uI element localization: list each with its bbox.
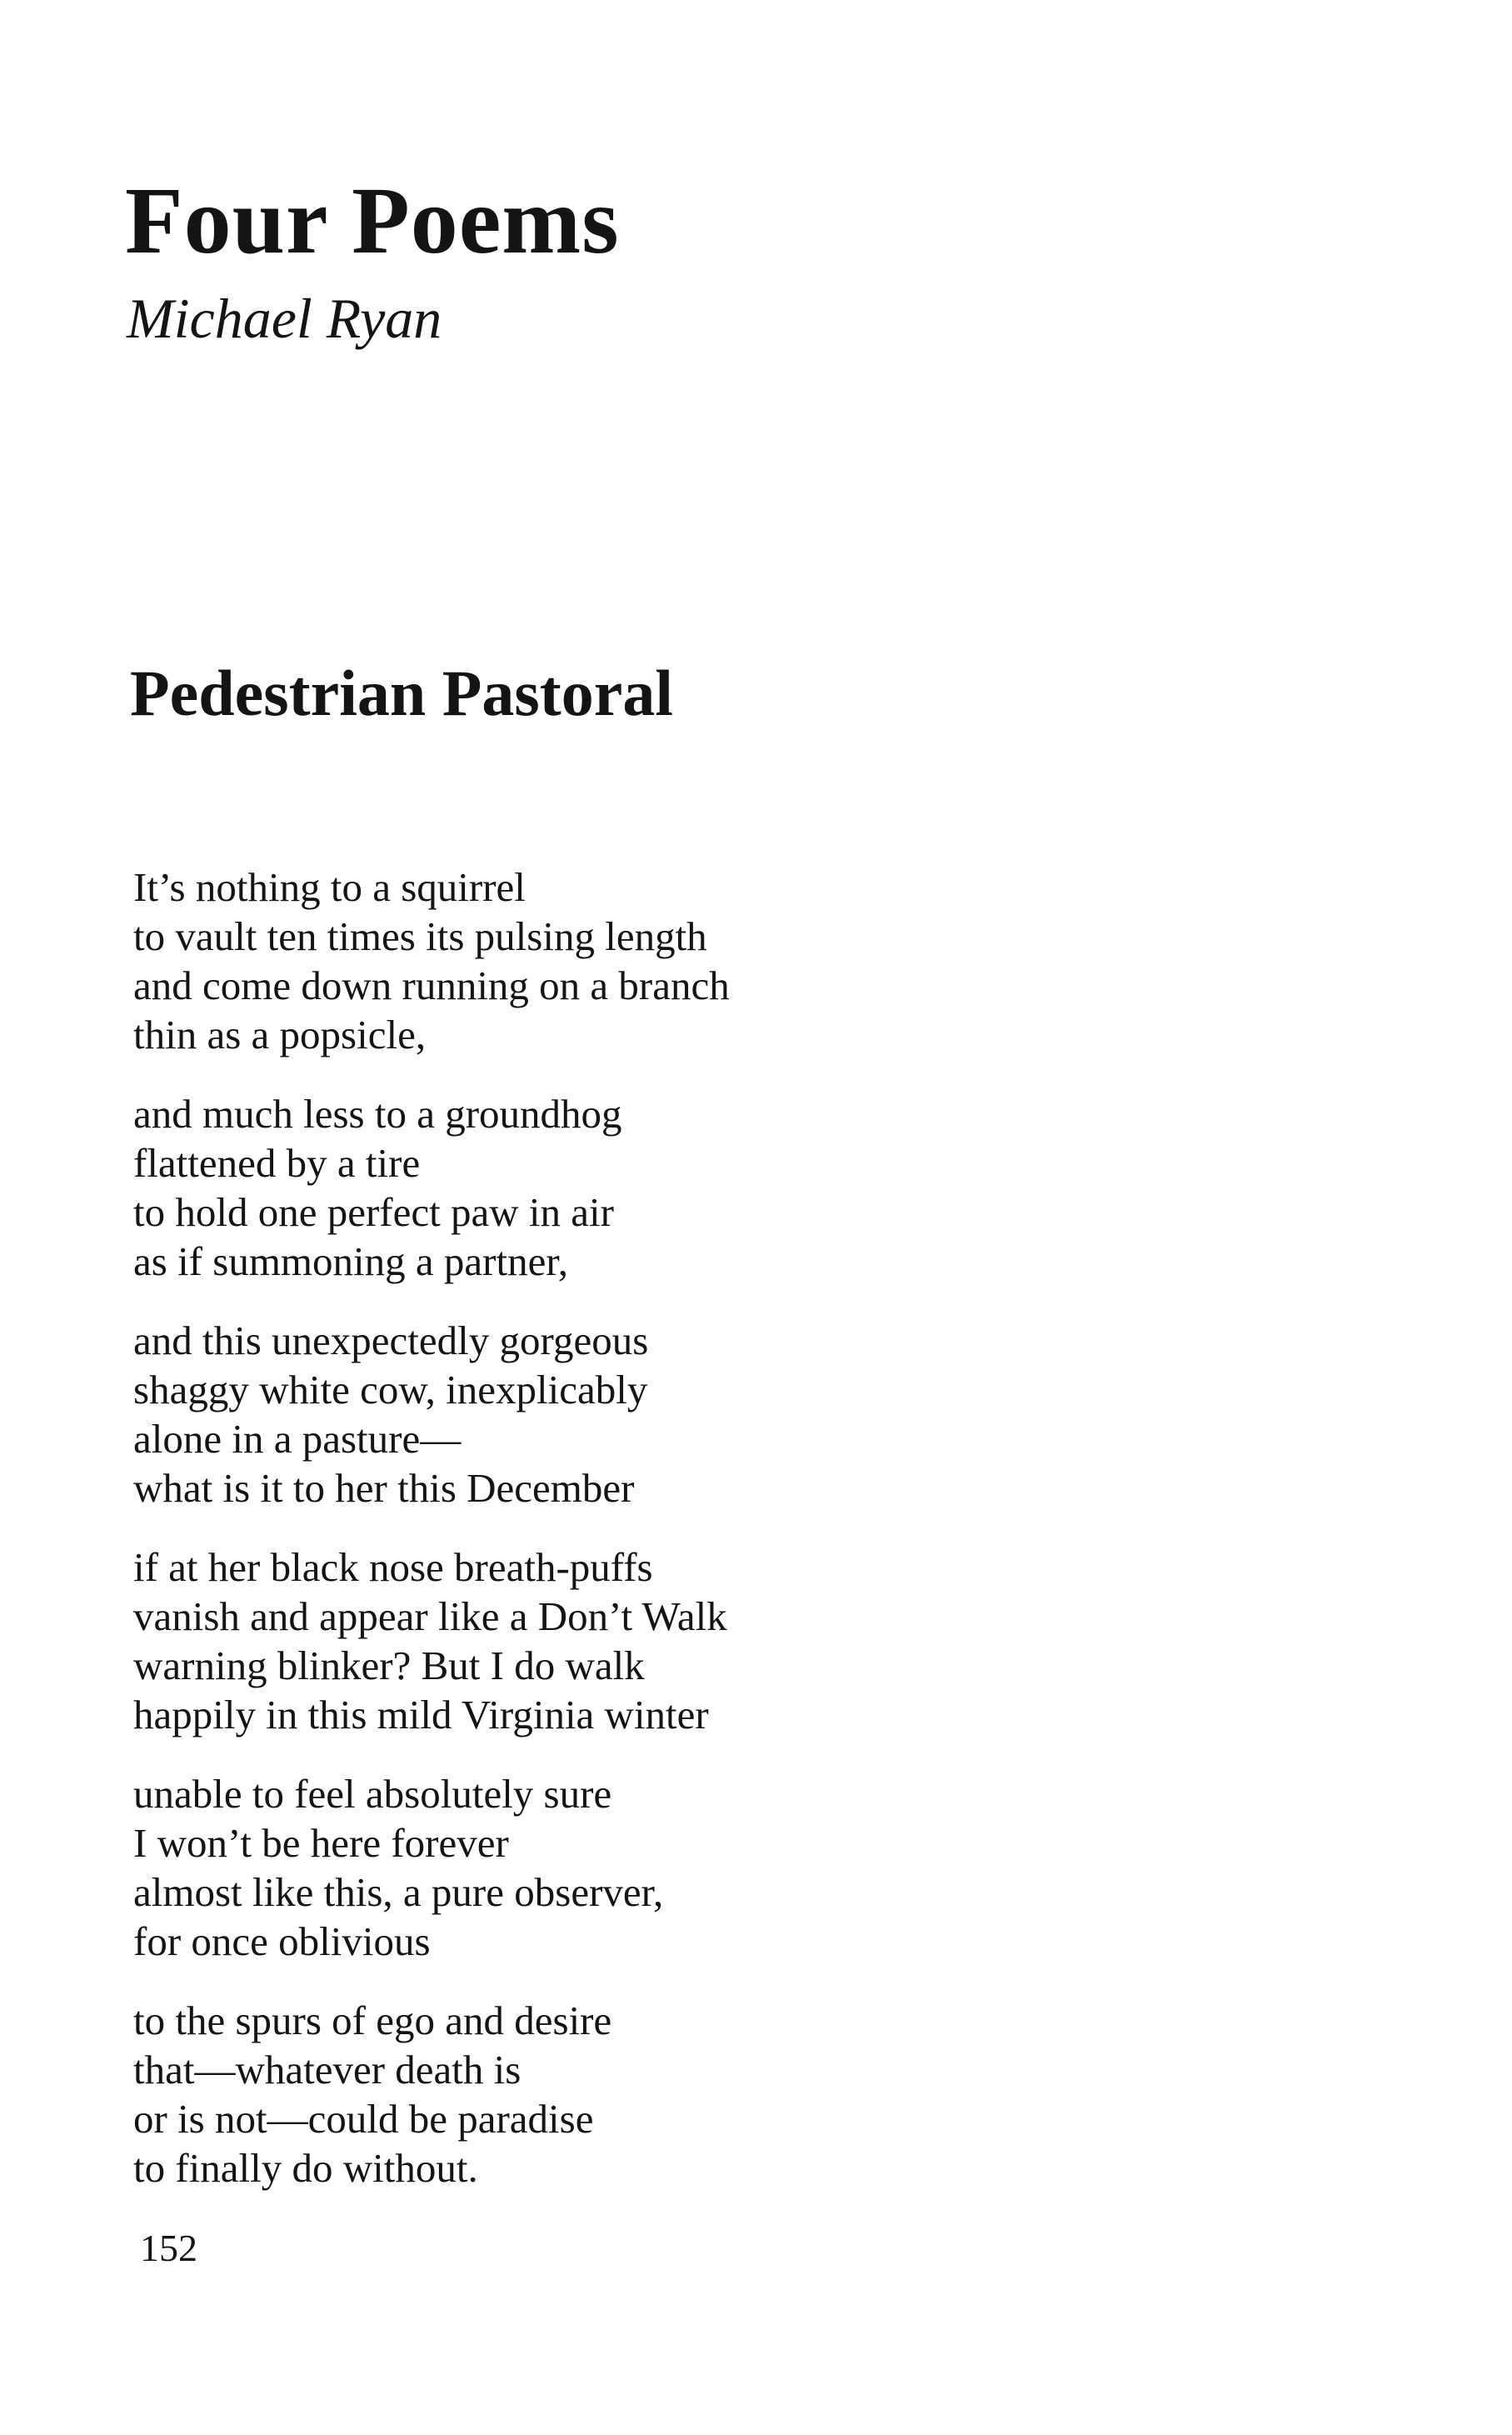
stanza (133, 1089, 1216, 1286)
poem-title: Pedestrian Pastoral (130, 657, 674, 729)
poem-line: warning blinker? But I do walk (133, 1642, 645, 1688)
poem-line: almost like this, a pure observer, (133, 1869, 664, 1915)
poem-line: that—whatever death is (133, 2047, 521, 2092)
poem-line: if at her black nose breath-puffs (133, 1544, 653, 1590)
poem-line: to hold one perfect paw in air (133, 1189, 614, 1235)
stanza (133, 1542, 1216, 1739)
poem-line: to finally do without. (133, 2145, 478, 2191)
poem-line: and come down running on a branch (133, 962, 730, 1008)
poem-line: to the spurs of ego and desire (133, 1998, 612, 2043)
poem-line: what is it to her this December (133, 1465, 635, 1511)
poem-line: or is not—could be paradise (133, 2096, 594, 2142)
page-number: 152 (140, 2227, 197, 2269)
author-name: Michael Ryan (127, 287, 442, 350)
poem-body (133, 862, 1216, 2222)
poem-line: for once oblivious (133, 1918, 431, 1964)
poem-line: flattened by a tire (133, 1140, 421, 1186)
stanza (133, 1316, 1216, 1512)
poem-line: It’s nothing to a squirrel (133, 864, 526, 910)
poem-line: thin as a popsicle, (133, 1012, 427, 1058)
poem-line: vanish and appear like a Don’t Walk (133, 1593, 727, 1639)
stanza (133, 1769, 1216, 1966)
poem-line: I won’t be here forever (133, 1820, 509, 1866)
page-title: Four Poems (125, 168, 620, 273)
poem-line: unable to feel absolutely sure (133, 1771, 612, 1817)
poem-line: shaggy white cow, inexplicably (133, 1367, 648, 1412)
poem-line: as if summoning a partner, (133, 1238, 568, 1284)
poem-line: alone in a pasture— (133, 1416, 462, 1462)
poem-line: and much less to a groundhog (133, 1091, 622, 1137)
poem-line: happily in this mild Virginia winter (133, 1692, 709, 1738)
stanza (133, 862, 1216, 1059)
stanza (133, 1996, 1216, 2192)
poem-line: to vault ten times its pulsing length (133, 913, 707, 959)
poem-line: and this unexpectedly gorgeous (133, 1318, 649, 1363)
